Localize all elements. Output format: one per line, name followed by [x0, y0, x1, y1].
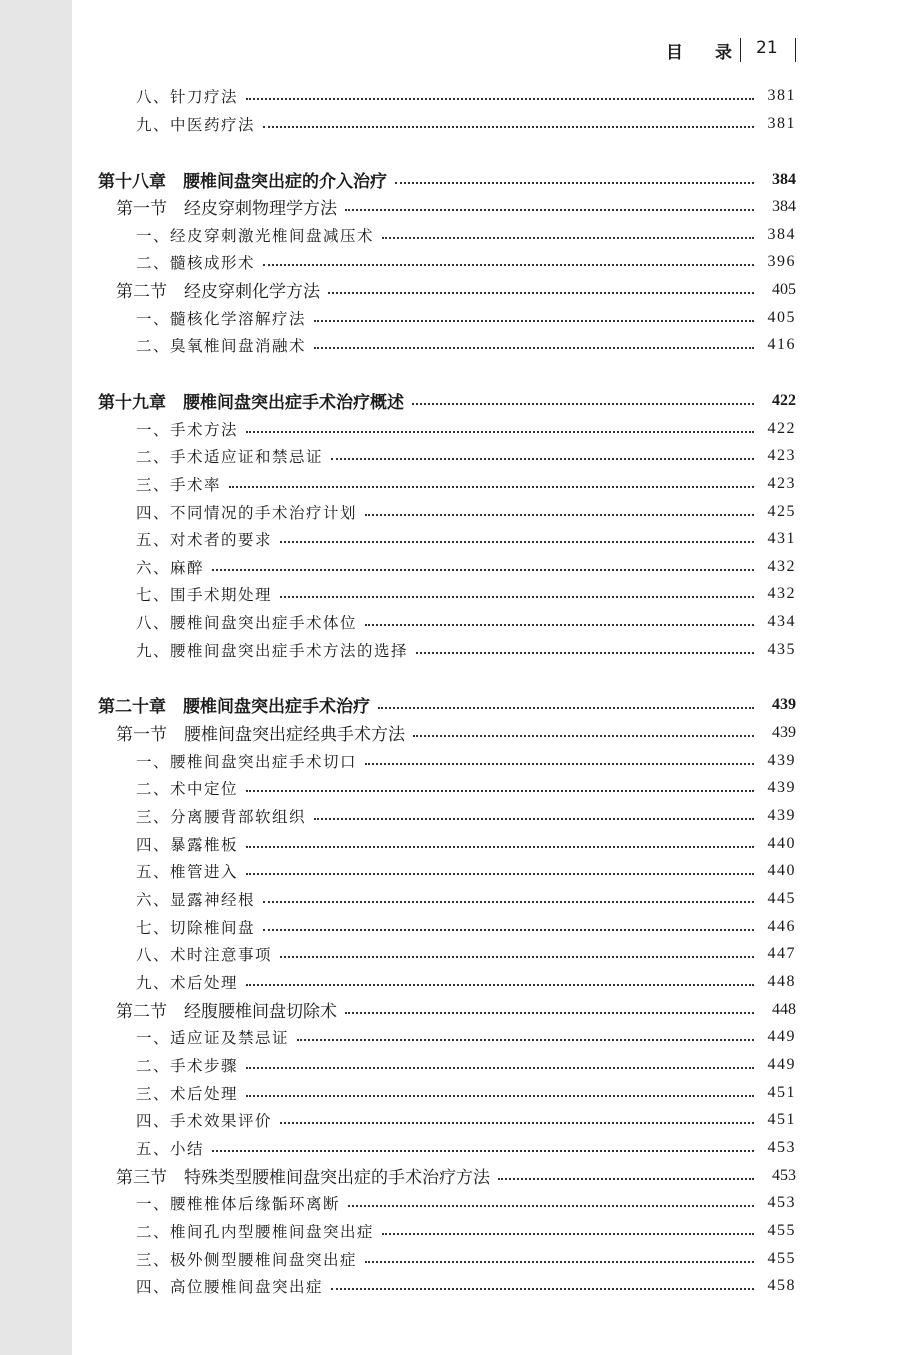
- toc-entry-label: 九、术后处理: [136, 973, 239, 992]
- dot-leader: [328, 291, 754, 294]
- toc-entry-label: 六、麻醉: [136, 558, 205, 577]
- toc-section[interactable]: [0, 719, 902, 746]
- toc-entry-page: 448: [767, 972, 796, 990]
- dot-leader: [365, 762, 754, 765]
- toc-entry-label: 三、分离腰背部软组织: [136, 807, 307, 826]
- toc-item[interactable]: [0, 1272, 902, 1299]
- toc-entry-label: 五、椎管进入: [136, 862, 239, 881]
- toc-entry-label: 二、椎间孔内型腰椎间盘突出症: [136, 1222, 375, 1241]
- toc-entry-page: 422: [772, 391, 796, 409]
- dot-leader: [246, 983, 754, 986]
- dot-leader: [263, 928, 754, 931]
- dot-leader: [280, 540, 754, 543]
- toc-entry-page: 432: [767, 584, 796, 602]
- toc-item[interactable]: [0, 774, 902, 801]
- dot-leader: [246, 97, 754, 100]
- toc-entry-page: 453: [767, 1193, 796, 1211]
- toc-entry-label: 三、手术率: [136, 475, 222, 494]
- toc-entry-page: 440: [767, 861, 796, 879]
- dot-leader: [413, 734, 754, 737]
- toc-item[interactable]: [0, 1134, 902, 1161]
- toc-item[interactable]: [0, 553, 902, 580]
- toc-entry-page: 446: [767, 917, 796, 935]
- dot-leader: [246, 789, 754, 792]
- toc-entry-label: 二、手术步骤: [136, 1056, 239, 1075]
- toc-entry-page: 447: [767, 944, 796, 962]
- running-header: [0, 36, 902, 66]
- toc-chapter[interactable]: [0, 166, 902, 193]
- toc-item[interactable]: [0, 830, 902, 857]
- toc-item[interactable]: [0, 110, 902, 137]
- toc-entry-label: 第二节 经腹腰椎间盘切除术: [116, 1002, 337, 1022]
- dot-leader: [246, 845, 754, 848]
- header-page-number: 21: [756, 38, 778, 58]
- toc-item[interactable]: [0, 1079, 902, 1106]
- toc-entry-label: 一、髓核化学溶解疗法: [136, 309, 307, 328]
- toc-entry-page: 396: [767, 252, 796, 270]
- toc-entry-label: 三、术后处理: [136, 1084, 239, 1103]
- dot-leader: [498, 1177, 754, 1180]
- toc-entry-label: 第十九章 腰椎间盘突出症手术治疗概述: [98, 393, 404, 413]
- toc-entry-label: 九、腰椎间盘突出症手术方法的选择: [136, 641, 409, 660]
- toc-entry-page: 384: [772, 197, 796, 215]
- dot-leader: [246, 872, 754, 875]
- toc-entry-label: 四、手术效果评价: [136, 1111, 273, 1130]
- toc-chapter[interactable]: [0, 691, 902, 718]
- dot-leader: [263, 125, 754, 128]
- toc-section[interactable]: [0, 996, 902, 1023]
- toc-entry-page: 435: [767, 640, 796, 658]
- toc-entry-page: 422: [767, 419, 796, 437]
- toc-entry-page: 439: [767, 806, 796, 824]
- toc-entry-label: 二、术中定位: [136, 779, 239, 798]
- dot-leader: [365, 513, 754, 516]
- toc-entry-page: 439: [767, 778, 796, 796]
- toc-entry-label: 八、针刀疗法: [136, 87, 239, 106]
- dot-leader: [212, 568, 754, 571]
- toc-item[interactable]: [0, 221, 902, 248]
- toc-item[interactable]: [0, 913, 902, 940]
- dot-leader: [378, 706, 754, 709]
- toc-entry-label: 二、手术适应证和禁忌证: [136, 447, 324, 466]
- dot-leader: [395, 181, 754, 184]
- toc-entry-page: 425: [767, 502, 796, 520]
- dot-leader: [348, 1204, 754, 1207]
- toc-item[interactable]: [0, 248, 902, 275]
- toc-entry-label: 第一节 经皮穿刺物理学方法: [116, 199, 337, 219]
- toc-section[interactable]: [0, 193, 902, 220]
- toc-entry-label: 一、腰椎间盘突出症手术切口: [136, 752, 358, 771]
- toc-entry-page: 453: [767, 1138, 796, 1156]
- toc-entry-page: 432: [767, 557, 796, 575]
- toc-item[interactable]: [0, 498, 902, 525]
- toc-entry-label: 一、腰椎椎体后缘骺环离断: [136, 1194, 341, 1213]
- toc-item[interactable]: [0, 470, 902, 497]
- toc-chapter[interactable]: [0, 387, 902, 414]
- toc-entry-page: 455: [767, 1221, 796, 1239]
- dot-leader: [246, 430, 754, 433]
- toc-item[interactable]: [0, 1189, 902, 1216]
- toc-entry-page: 451: [767, 1110, 796, 1128]
- toc-item[interactable]: [0, 415, 902, 442]
- toc-item[interactable]: [0, 802, 902, 829]
- dot-leader: [345, 208, 754, 211]
- toc-entry-page: 453: [772, 1166, 796, 1184]
- toc-item[interactable]: [0, 747, 902, 774]
- toc-item[interactable]: [0, 1245, 902, 1272]
- toc-entry-page: 423: [767, 446, 796, 464]
- dot-leader: [331, 1287, 754, 1290]
- toc-entry-page: 449: [767, 1027, 796, 1045]
- toc-entry-page: 440: [767, 834, 796, 852]
- toc-entry-page: 451: [767, 1083, 796, 1101]
- dot-leader: [345, 1011, 754, 1014]
- toc-entry-page: 381: [767, 86, 796, 104]
- toc-item[interactable]: [0, 968, 902, 995]
- dot-leader: [246, 1066, 754, 1069]
- toc-entry-label: 二、髓核成形术: [136, 253, 256, 272]
- toc-entry-label: 八、术时注意事项: [136, 945, 273, 964]
- toc-entry-page: 439: [772, 695, 796, 713]
- toc-entry-page: 381: [767, 114, 796, 132]
- dot-leader: [263, 900, 754, 903]
- toc-entry-label: 五、小结: [136, 1139, 205, 1158]
- toc-item[interactable]: [0, 608, 902, 635]
- header-title-char-1: 目: [666, 43, 685, 63]
- dot-leader: [246, 1094, 754, 1097]
- toc-item[interactable]: [0, 442, 902, 469]
- toc-entry-label: 三、极外侧型腰椎间盘突出症: [136, 1250, 358, 1269]
- toc-item[interactable]: [0, 580, 902, 607]
- dot-leader: [382, 236, 754, 239]
- dot-leader: [365, 623, 754, 626]
- dot-leader: [280, 1121, 754, 1124]
- toc-item[interactable]: [0, 525, 902, 552]
- toc-entry-label: 九、中医药疗法: [136, 115, 256, 134]
- toc-entry-label: 七、切除椎间盘: [136, 918, 256, 937]
- toc-entry-page: 416: [767, 335, 796, 353]
- dot-leader: [297, 1038, 754, 1041]
- toc-entry-page: 405: [772, 280, 796, 298]
- toc-entry-label: 第二节 经皮穿刺化学方法: [116, 282, 320, 302]
- dot-leader: [263, 263, 754, 266]
- toc-entry-page: 405: [767, 308, 796, 326]
- toc-entry-page: 384: [772, 170, 796, 188]
- toc-entry-label: 四、高位腰椎间盘突出症: [136, 1277, 324, 1296]
- toc-item[interactable]: [0, 304, 902, 331]
- toc-item[interactable]: [0, 940, 902, 967]
- header-title: [666, 38, 734, 63]
- dot-leader: [412, 402, 754, 405]
- toc-item[interactable]: [0, 885, 902, 912]
- toc-section[interactable]: [0, 276, 902, 303]
- toc-entry-page: 434: [767, 612, 796, 630]
- toc-entry-label: 六、显露神经根: [136, 890, 256, 909]
- toc-entry-label: 一、经皮穿刺激光椎间盘减压术: [136, 226, 375, 245]
- toc-entry-label: 一、适应证及禁忌证: [136, 1028, 290, 1047]
- toc-item[interactable]: [0, 331, 902, 358]
- dot-leader: [314, 346, 754, 349]
- toc-entry-page: 449: [767, 1055, 796, 1073]
- header-divider-right: [795, 38, 796, 62]
- toc-entry-page: 455: [767, 1249, 796, 1267]
- dot-leader: [331, 457, 754, 460]
- toc-item[interactable]: [0, 1051, 902, 1078]
- toc-entry-label: 八、腰椎间盘突出症手术体位: [136, 613, 358, 632]
- toc-entry-page: 458: [767, 1276, 796, 1294]
- dot-leader: [280, 595, 754, 598]
- dot-leader: [382, 1232, 754, 1235]
- toc-entry-label: 一、手术方法: [136, 420, 239, 439]
- dot-leader: [416, 651, 754, 654]
- toc-item[interactable]: [0, 1023, 902, 1050]
- toc-item[interactable]: [0, 857, 902, 884]
- dot-leader: [365, 1260, 754, 1263]
- toc-entry-page: 439: [767, 751, 796, 769]
- toc-entry-label: 第三节 特殊类型腰椎间盘突出症的手术治疗方法: [116, 1168, 490, 1188]
- toc-item[interactable]: [0, 636, 902, 663]
- toc-entry-label: 第一节 腰椎间盘突出症经典手术方法: [116, 725, 405, 745]
- toc-entry-page: 445: [767, 889, 796, 907]
- toc-section[interactable]: [0, 1162, 902, 1189]
- header-divider: [740, 38, 741, 62]
- toc-entry-page: 448: [772, 1000, 796, 1018]
- toc-entry-label: 五、对术者的要求: [136, 530, 273, 549]
- dot-leader: [314, 817, 754, 820]
- toc-item[interactable]: [0, 1106, 902, 1133]
- toc-entry-page: 431: [767, 529, 796, 547]
- dot-leader: [280, 955, 754, 958]
- toc-entry-page: 439: [772, 723, 796, 741]
- dot-leader: [314, 319, 754, 322]
- toc-item[interactable]: [0, 1217, 902, 1244]
- toc-entry-label: 第二十章 腰椎间盘突出症手术治疗: [98, 697, 370, 717]
- dot-leader: [212, 1149, 754, 1152]
- toc-entry-label: 第十八章 腰椎间盘突出症的介入治疗: [98, 172, 387, 192]
- dot-leader: [229, 485, 754, 488]
- toc-entry-page: 384: [767, 225, 796, 243]
- toc-entry-label: 二、臭氧椎间盘消融术: [136, 336, 307, 355]
- header-title-char-2: 录: [715, 43, 734, 63]
- toc-item[interactable]: [0, 82, 902, 109]
- toc-entry-label: 四、暴露椎板: [136, 835, 239, 854]
- toc-entry-label: 七、围手术期处理: [136, 585, 273, 604]
- toc-entry-label: 四、不同情况的手术治疗计划: [136, 503, 358, 522]
- toc-entry-page: 423: [767, 474, 796, 492]
